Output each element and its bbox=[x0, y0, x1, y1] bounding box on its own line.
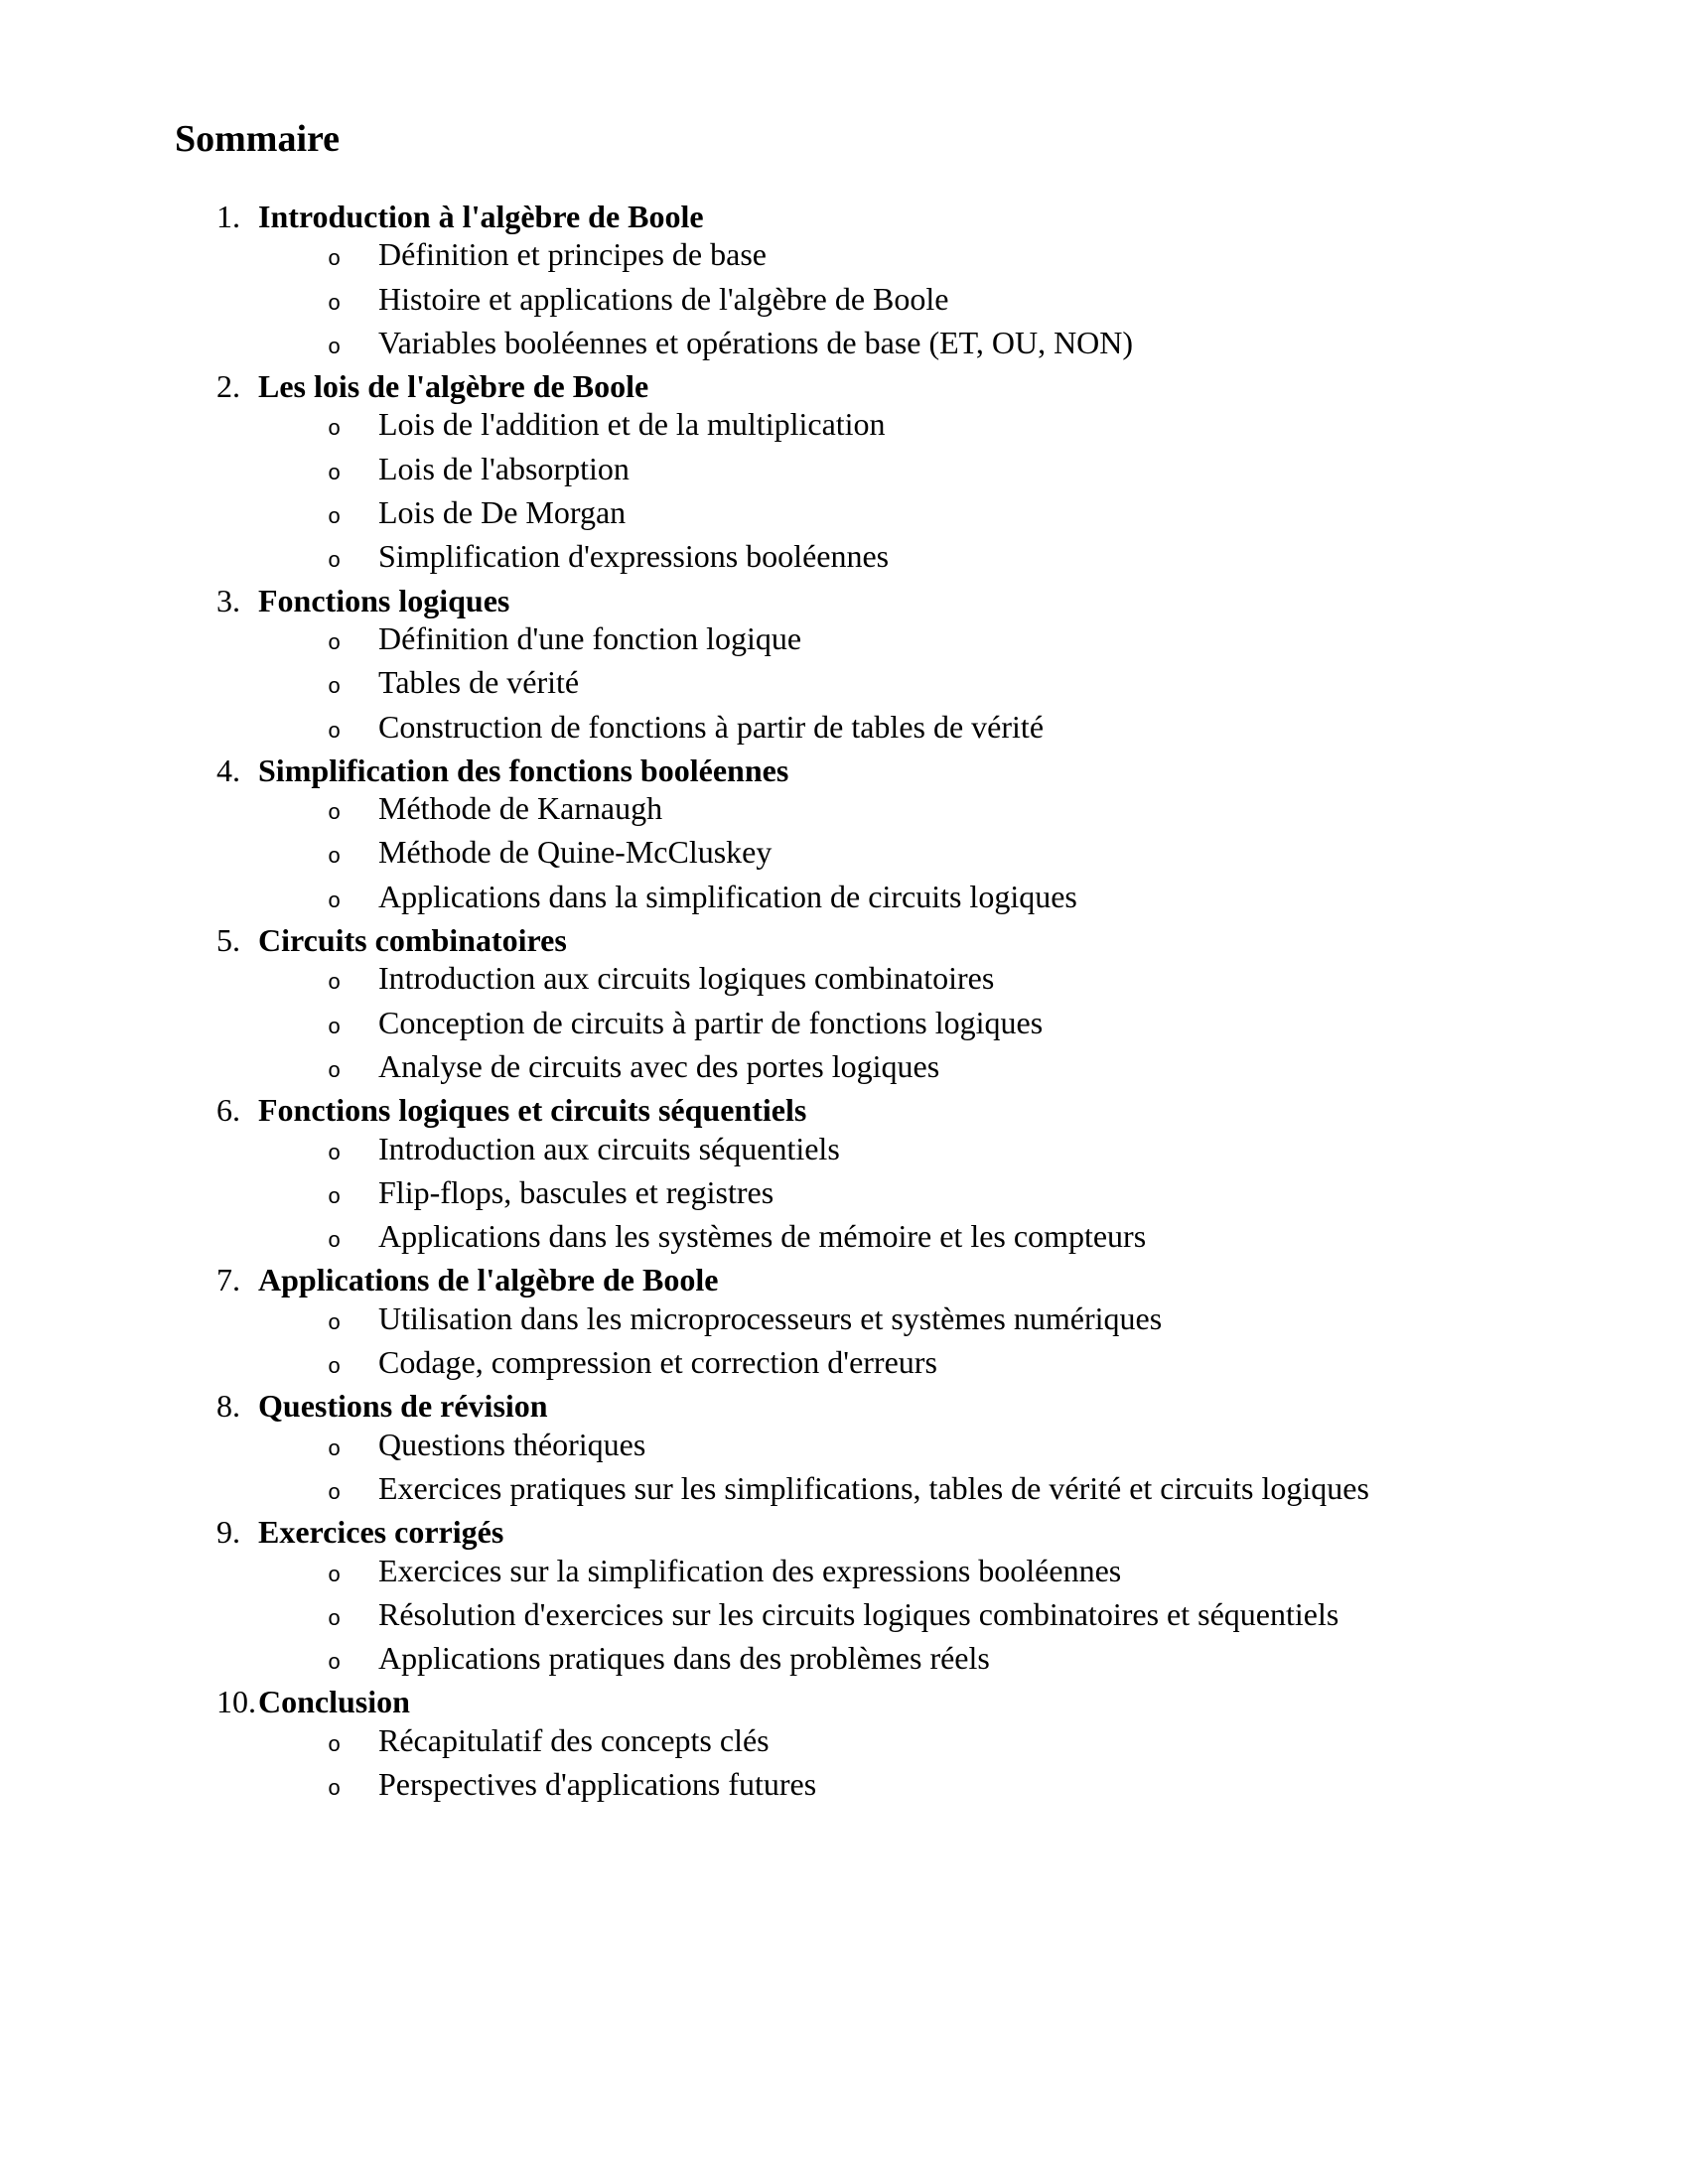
section-title: Les lois de l'algèbre de Boole bbox=[258, 368, 649, 405]
circle-bullet-icon: o bbox=[328, 549, 342, 575]
subitem-row bbox=[0, 1765, 1688, 1809]
subitem-label: Tables de vérité bbox=[378, 664, 580, 701]
subitem-row bbox=[0, 1595, 1688, 1639]
subitem-row bbox=[0, 280, 1688, 324]
subitem-label: Introduction aux circuits séquentiels bbox=[378, 1130, 840, 1166]
subitem-row bbox=[0, 1217, 1688, 1261]
section-number: 6. bbox=[216, 1092, 240, 1129]
subitem-label: Lois de De Morgan bbox=[378, 494, 627, 531]
section-title: Exercices corrigés bbox=[258, 1514, 504, 1551]
subitem-row bbox=[0, 789, 1688, 833]
subitem-label: Méthode de Karnaugh bbox=[378, 790, 663, 827]
subitem-label: Récapitulatif des concepts clés bbox=[378, 1721, 770, 1758]
subitem-row bbox=[0, 1299, 1688, 1343]
circle-bullet-icon: o bbox=[328, 461, 342, 486]
subitem-label: Introduction aux circuits logiques combinatoires bbox=[378, 960, 995, 997]
subitem-row bbox=[0, 1639, 1688, 1683]
section-number: 9. bbox=[216, 1514, 240, 1551]
circle-bullet-icon: o bbox=[328, 1480, 342, 1506]
circle-bullet-icon: o bbox=[328, 1732, 342, 1758]
subitem-label: Applications dans la simplification de circuits logiques bbox=[378, 878, 1077, 914]
circle-bullet-icon: o bbox=[328, 845, 342, 871]
section-number: 3. bbox=[216, 582, 240, 618]
circle-bullet-icon: o bbox=[328, 971, 342, 997]
subitem-row bbox=[0, 1469, 1688, 1513]
subitem-label: Conception de circuits à partir de fonctions logiques bbox=[378, 1004, 1044, 1040]
circle-bullet-icon: o bbox=[328, 801, 342, 827]
circle-bullet-icon: o bbox=[328, 1563, 342, 1588]
subitem-row bbox=[0, 833, 1688, 877]
circle-bullet-icon: o bbox=[328, 1015, 342, 1040]
subitem-label: Lois de l'addition et de la multiplication bbox=[378, 406, 886, 443]
subitem-row bbox=[0, 324, 1688, 367]
section-row bbox=[0, 1683, 1688, 1720]
subitem-label: Applications dans les systèmes de mémoire et les compteurs bbox=[378, 1218, 1147, 1255]
circle-bullet-icon: o bbox=[328, 1651, 342, 1677]
section-title: Fonctions logiques bbox=[258, 582, 510, 618]
subitem-label: Histoire et applications de l'algèbre de Boole bbox=[378, 280, 949, 317]
subitem-label: Lois de l'absorption bbox=[378, 450, 630, 486]
subitem-row bbox=[0, 619, 1688, 663]
section-title: Questions de révision bbox=[258, 1388, 548, 1425]
subitem-row bbox=[0, 537, 1688, 581]
subitem-row bbox=[0, 1130, 1688, 1173]
subitem-label: Utilisation dans les microprocesseurs et systèmes numériques bbox=[378, 1299, 1163, 1336]
subitem-row bbox=[0, 1004, 1688, 1047]
subitem-row bbox=[0, 959, 1688, 1003]
subitem-row bbox=[0, 493, 1688, 537]
section-title: Applications de l'algèbre de Boole bbox=[258, 1262, 719, 1298]
circle-bullet-icon: o bbox=[328, 1606, 342, 1632]
subitem-label: Construction de fonctions à partir de tables de vérité bbox=[378, 708, 1045, 745]
subitem-row bbox=[0, 878, 1688, 921]
subitem-label: Codage, compression et correction d'erreurs bbox=[378, 1344, 937, 1381]
section-title: Circuits combinatoires bbox=[258, 922, 567, 959]
subitem-label: Définition d'une fonction logique bbox=[378, 619, 802, 656]
section-title: Conclusion bbox=[258, 1684, 410, 1720]
section-number: 7. bbox=[216, 1262, 240, 1298]
section-row bbox=[0, 921, 1688, 959]
subitem-label: Flip-flops, bascules et registres bbox=[378, 1173, 774, 1210]
section-row bbox=[0, 1387, 1688, 1425]
subitem-label: Perspectives d'applications futures bbox=[378, 1765, 817, 1802]
circle-bullet-icon: o bbox=[328, 417, 342, 443]
circle-bullet-icon: o bbox=[328, 675, 342, 701]
subitem-row bbox=[0, 1552, 1688, 1595]
circle-bullet-icon: o bbox=[328, 335, 342, 360]
section-number: 1. bbox=[216, 199, 240, 234]
page-title: Sommaire bbox=[175, 118, 341, 160]
section-title: Simplification des fonctions booléennes bbox=[258, 751, 789, 788]
subitem-row bbox=[0, 1173, 1688, 1217]
section-row bbox=[0, 1513, 1688, 1551]
section-row bbox=[0, 198, 1688, 235]
subitem-row bbox=[0, 1721, 1688, 1765]
circle-bullet-icon: o bbox=[328, 1058, 342, 1084]
circle-bullet-icon: o bbox=[328, 1355, 342, 1381]
subitem-label: Questions théoriques bbox=[378, 1426, 646, 1462]
circle-bullet-icon: o bbox=[328, 291, 342, 317]
section-row bbox=[0, 1091, 1688, 1129]
circle-bullet-icon: o bbox=[328, 247, 342, 273]
section-number: 8. bbox=[216, 1388, 240, 1425]
subitem-row bbox=[0, 1426, 1688, 1469]
subitem-label: Exercices pratiques sur les simplifications, tables de vérité et circuits logiques bbox=[378, 1469, 1369, 1506]
section-title: Introduction à l'algèbre de Boole bbox=[258, 199, 704, 234]
section-number: 2. bbox=[216, 368, 240, 405]
subitem-label: Méthode de Quine-McCluskey bbox=[378, 834, 773, 871]
section-number: 4. bbox=[216, 751, 240, 788]
section-number: 5. bbox=[216, 922, 240, 959]
subitem-row bbox=[0, 450, 1688, 493]
section-number: 10. bbox=[216, 1684, 256, 1720]
circle-bullet-icon: o bbox=[328, 1141, 342, 1166]
subitem-label: Résolution d'exercices sur les circuits logiques combinatoires et séquentiels bbox=[378, 1595, 1339, 1632]
circle-bullet-icon: o bbox=[328, 1184, 342, 1210]
circle-bullet-icon: o bbox=[328, 888, 342, 914]
subitem-row bbox=[0, 1343, 1688, 1387]
subitem-label: Exercices sur la simplification des expressions booléennes bbox=[378, 1552, 1122, 1588]
circle-bullet-icon: o bbox=[328, 505, 342, 531]
subitem-row bbox=[0, 663, 1688, 707]
section-row bbox=[0, 367, 1688, 405]
subitem-row bbox=[0, 235, 1688, 279]
subitem-row bbox=[0, 708, 1688, 751]
section-title: Fonctions logiques et circuits séquentiels bbox=[258, 1092, 807, 1129]
subitem-label: Définition et principes de base bbox=[378, 236, 767, 273]
circle-bullet-icon: o bbox=[328, 1229, 342, 1255]
circle-bullet-icon: o bbox=[328, 1436, 342, 1462]
circle-bullet-icon: o bbox=[328, 630, 342, 656]
subitem-label: Variables booléennes et opérations de base (ET, OU, NON) bbox=[378, 324, 1134, 360]
toc-list bbox=[0, 198, 1688, 1809]
circle-bullet-icon: o bbox=[328, 719, 342, 745]
circle-bullet-icon: o bbox=[328, 1310, 342, 1336]
subitem-label: Applications pratiques dans des problèmes réels bbox=[378, 1640, 990, 1677]
circle-bullet-icon: o bbox=[328, 1776, 342, 1802]
subitem-label: Analyse de circuits avec des portes logiques bbox=[378, 1047, 940, 1084]
section-row bbox=[0, 751, 1688, 789]
subitem-row bbox=[0, 1047, 1688, 1091]
section-row bbox=[0, 582, 1688, 619]
subitem-row bbox=[0, 405, 1688, 449]
subitem-label: Simplification d'expressions booléennes bbox=[378, 538, 890, 575]
section-row bbox=[0, 1261, 1688, 1298]
